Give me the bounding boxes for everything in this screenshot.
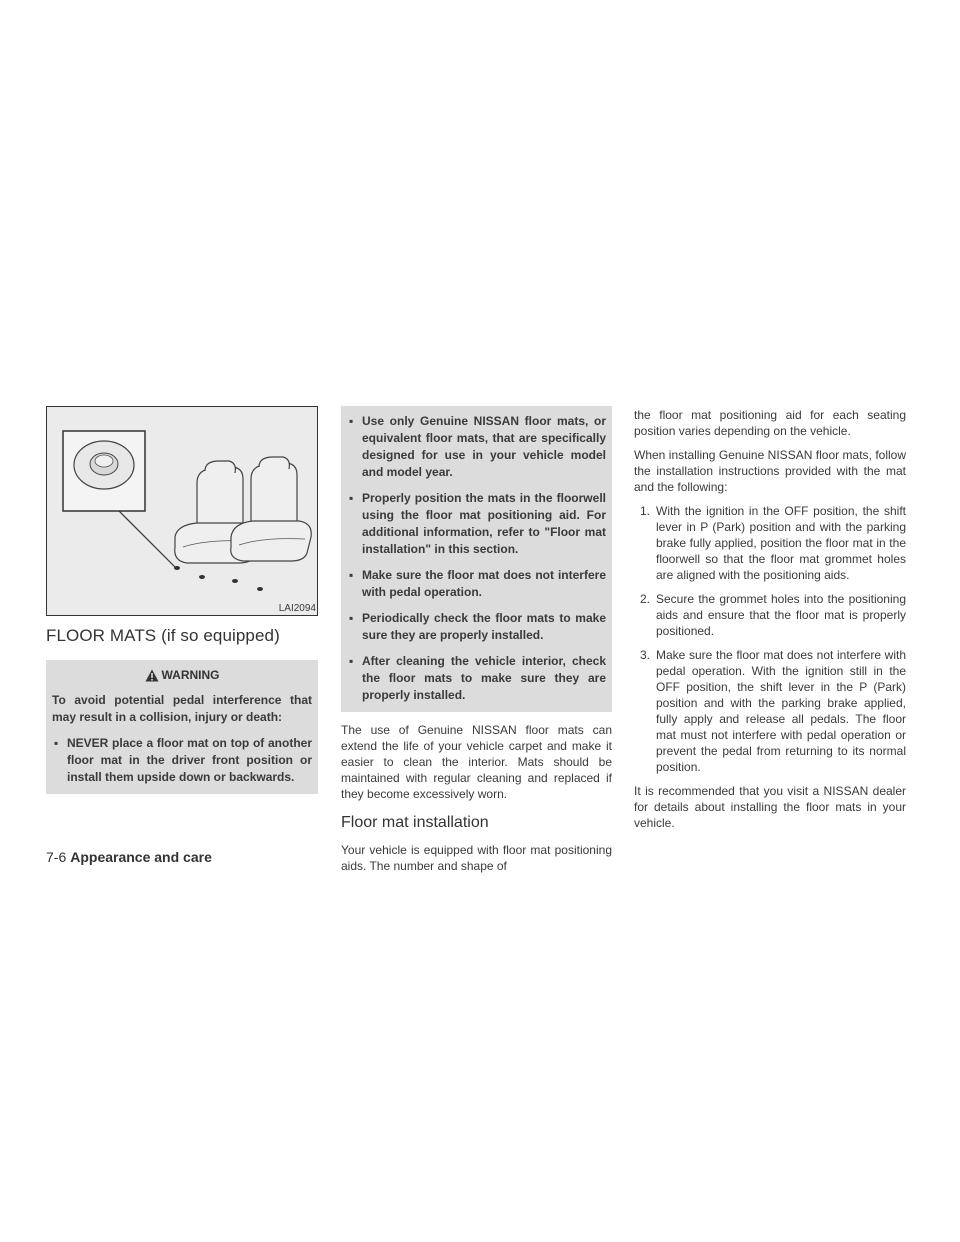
- body-paragraph: the floor mat positioning aid for each seating position varies depending on the vehicle.: [634, 408, 906, 438]
- seats-and-positioning-aids-drawing: [47, 407, 317, 615]
- warning-box-continued: [341, 406, 612, 712]
- list-item: ▪ Periodically check the floor mats to make sure they are properly installed.: [349, 611, 606, 642]
- warning-box: [46, 660, 318, 794]
- list-item: ▪ After cleaning the vehicle interior, check the floor mats to make sure they are properly installed.: [349, 654, 606, 702]
- chapter-title: Appearance and care: [70, 849, 212, 865]
- list-item: ▪ NEVER place a floor mat on top of another floor mat in the driver front position or install them upside down or backwards.: [54, 736, 312, 784]
- warning-list-continued: [347, 413, 606, 704]
- warning-label: WARNING: [161, 668, 220, 682]
- page-footer: [46, 849, 212, 865]
- installation-steps: [634, 503, 906, 775]
- column-2: [341, 406, 612, 882]
- body-paragraph: When installing Genuine NISSAN floor mats, follow the installation instructions provided with the mat and the following:: [634, 448, 906, 494]
- warning-icon: [145, 669, 159, 682]
- page-number: 7-6: [46, 849, 67, 865]
- body-paragraph: Your vehicle is equipped with floor mat positioning aids. The number and shape of: [341, 843, 612, 873]
- warning-header: [52, 668, 312, 682]
- body-paragraph: The use of Genuine NISSAN floor mats can extend the life of your vehicle carpet and make it easier to clean the interior. Mats should be maintained with regular cleaning and replaced if they become excessively worn.: [341, 723, 612, 801]
- subsection-title: Floor mat installation: [341, 814, 489, 831]
- list-item: 3. Make sure the floor mat does not interfere with pedal operation. With the ignition still in the OFF position, the shift lever in the P (Park) position and with the parking brake applied, fully apply and release all pedals. The floor mat must not interfere with pedal operation or prevent the pedal from returning to its normal position.: [640, 648, 906, 774]
- warning-list: [52, 735, 312, 786]
- list-item: 2. Secure the grommet holes into the positioning aids and ensure that the floor mat is properly positioned.: [640, 592, 906, 638]
- column-1: [46, 406, 318, 794]
- list-item: 1. With the ignition in the OFF position, the shift lever in P (Park) position and with the parking brake fully applied, position the floor mat in the floorwell so that the floor mat grommet holes are aligned with the positioning aids.: [640, 504, 906, 582]
- warning-lead-text: To avoid potential pedal interference that may result in a collision, injury or death:: [52, 693, 312, 724]
- section-title: FLOOR MATS (if so equipped): [46, 626, 280, 645]
- list-item: ▪ Properly position the mats in the floorwell using the floor mat positioning aid. For additional information, refer to "Floor mat installation" in this section.: [349, 491, 606, 556]
- floor-mat-illustration: [46, 406, 318, 616]
- body-paragraph: It is recommended that you visit a NISSAN dealer for details about installing the floor mats in your vehicle.: [634, 784, 906, 830]
- figure-code: LAI2094: [278, 603, 316, 614]
- column-3: [634, 407, 906, 839]
- list-item: ▪ Use only Genuine NISSAN floor mats, or equivalent floor mats, that are specifically designed for use in your vehicle model and model year.: [349, 414, 606, 479]
- list-item: ▪ Make sure the floor mat does not interfere with pedal operation.: [349, 568, 606, 599]
